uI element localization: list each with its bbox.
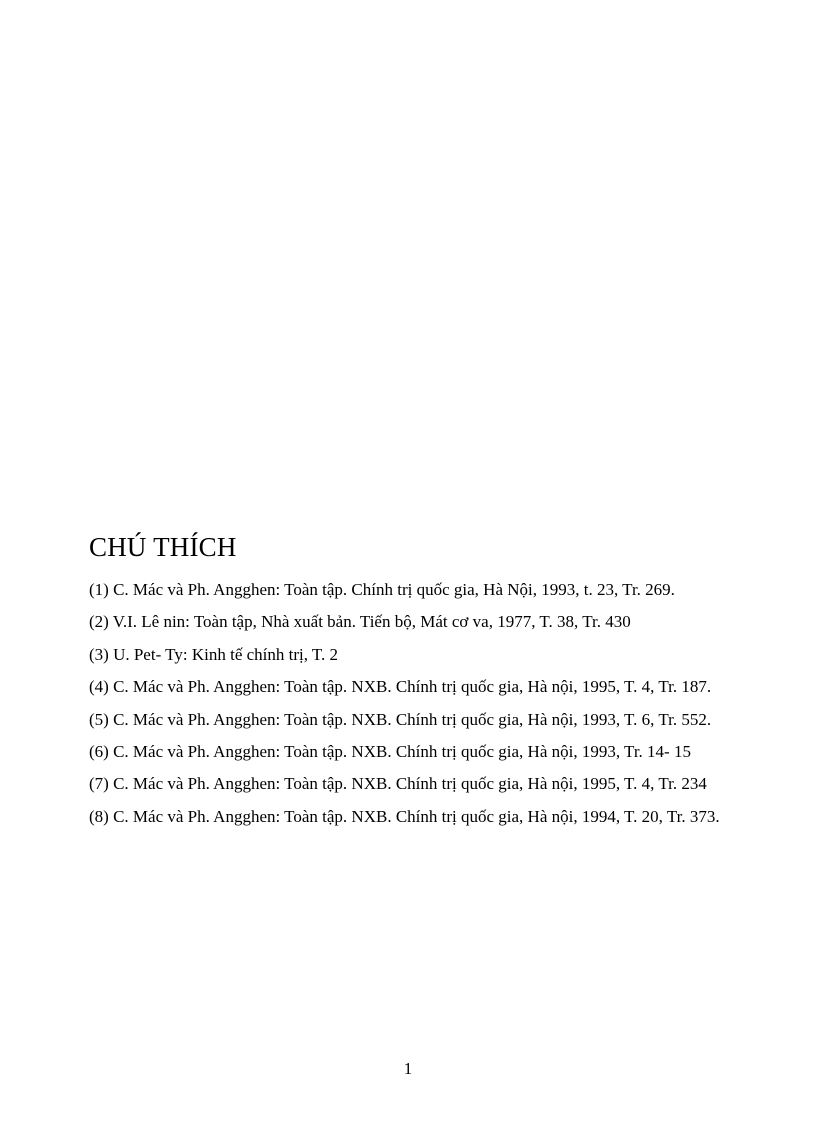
note-item: (7) C. Mác và Ph. Angghen: Toàn tập. NXB. Chính trị quốc gia, Hà nội, 1995, T. 4, Tr. 234 xyxy=(89,774,707,794)
note-item: (5) C. Mác và Ph. Angghen: Toàn tập. NXB. Chính trị quốc gia, Hà nội, 1993, T. 6, Tr. 552. xyxy=(89,709,712,729)
note-item: (2) V.I. Lê nin: Toàn tập, Nhà xuất bản. Tiến bộ, Mát cơ va, 1977, T. 38, Tr. 430 xyxy=(89,612,631,632)
page-number: 1 xyxy=(403,1059,413,1078)
note-item: (4) C. Mác và Ph. Angghen: Toàn tập. NXB. Chính trị quốc gia, Hà nội, 1995, T. 4, Tr. 187. xyxy=(89,677,712,697)
section-heading: CHÚ THÍCH xyxy=(89,532,237,562)
note-item: (6) C. Mác và Ph. Angghen: Toàn tập. NXB. Chính trị quốc gia, Hà nội, 1993, Tr. 14- 15 xyxy=(89,742,691,762)
note-item: (3) U. Pet- Ty: Kinh tế chính trị, T. 2 xyxy=(89,644,339,664)
notes-list xyxy=(89,574,727,833)
note-item: (1) C. Mác và Ph. Angghen: Toàn tập. Chính trị quốc gia, Hà Nội, 1993, t. 23, Tr. 269. xyxy=(89,580,675,599)
note-item: (8) C. Mác và Ph. Angghen: Toàn tập. NXB. Chính trị quốc gia, Hà nội, 1994, T. 20, Tr. 373. xyxy=(89,806,720,826)
